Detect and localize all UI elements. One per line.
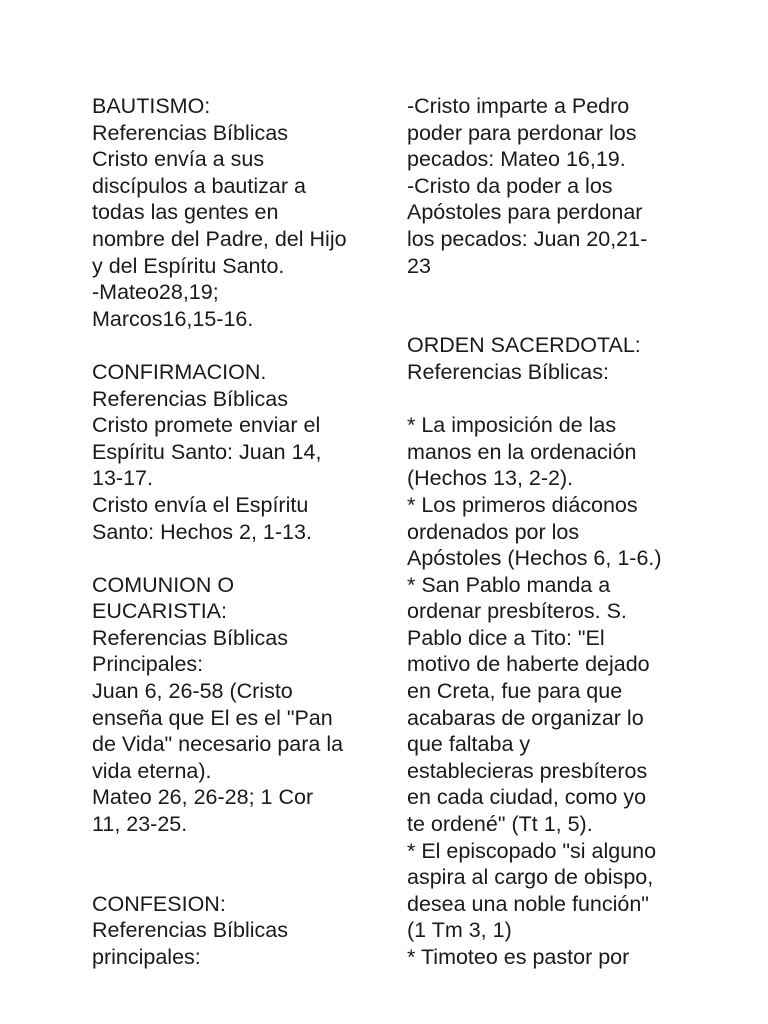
left-column-line: Espíritu Santo: Juan 14, [92, 439, 322, 464]
left-column-line [92, 864, 382, 891]
right-column-line: motivo de haberte dejado [407, 652, 650, 677]
left-column-line: Referencias Bíblicas [92, 386, 288, 411]
right-column-line: Pablo dice a Tito: "El [407, 625, 605, 650]
right-column-line: ordenar presbíteros. S. [407, 599, 627, 624]
right-column-line: en cada ciudad, como yo [407, 785, 647, 810]
left-column-line [92, 838, 382, 865]
left-column-line: CONFIRMACION. [92, 359, 267, 384]
left-column-line: Marcos16,15-16. [92, 306, 254, 331]
right-column-line: ORDEN SACERDOTAL: [407, 333, 641, 358]
right-column-line: 23 [407, 253, 431, 278]
right-column-line: que faltaba y [407, 732, 531, 757]
left-column-line: Cristo envía a sus [92, 147, 265, 172]
left-column-line: Referencias Bíblicas [92, 918, 288, 943]
left-column-line [92, 332, 382, 359]
left-column-line: 13-17. [92, 466, 153, 491]
left-column-line: principales: [92, 945, 201, 969]
left-column-line: Referencias Bíblicas [92, 625, 288, 650]
right-column-line: te ordené" (Tt 1, 5). [407, 812, 593, 837]
left-column-line: Cristo promete enviar el [92, 413, 321, 438]
left-column-line: 11, 23-25. [92, 812, 188, 837]
right-column-line [407, 386, 707, 413]
left-column-line: EUCARISTIA: [92, 599, 227, 624]
right-column-line: desea una noble función" [407, 891, 649, 916]
left-column-line: -Mateo28,19; [92, 280, 219, 305]
right-column-line: manos en la ordenación [407, 439, 637, 464]
left-column-line: de Vida" necesario para la [92, 732, 344, 757]
left-column-line: vida eterna). [92, 758, 212, 783]
left-column-line: nombre del Padre, del Hijo [92, 226, 347, 251]
right-column-line: Apóstoles (Hechos 6, 1-6.) [407, 546, 662, 571]
right-column-line: aspira al cargo de obispo, [407, 865, 654, 890]
right-column-line: ordenados por los [407, 519, 580, 544]
right-column-line: -Cristo da poder a los [407, 173, 613, 198]
left-column-line [92, 545, 382, 572]
left-column [92, 93, 382, 971]
left-column-line: Mateo 26, 26-28; 1 Cor [92, 785, 314, 810]
left-column-line: enseña que El es el "Pan [92, 705, 333, 730]
right-column-line: poder para perdonar los [407, 120, 637, 145]
right-column-line: * La imposición de las [407, 413, 617, 438]
right-column-line: -Cristo imparte a Pedro [407, 94, 630, 118]
left-column-line: Principales: [92, 652, 204, 677]
right-column [407, 93, 707, 971]
left-column-line: BAUTISMO: [92, 94, 211, 118]
right-column-line: * San Pablo manda a [407, 572, 611, 597]
right-column-line: en Creta, fue para que [407, 679, 623, 704]
right-column-line: pecados: Mateo 16,19. [407, 147, 626, 172]
left-column-line: Referencias Bíblicas [92, 120, 288, 145]
left-column-line: y del Espíritu Santo. [92, 253, 285, 278]
right-column-line: * Timoteo es pastor por [407, 945, 630, 969]
right-column-line [407, 279, 707, 306]
right-column-line: * El episcopado "si alguno [407, 838, 657, 863]
right-column-line [407, 306, 707, 333]
right-column-line: acabaras de organizar lo [407, 705, 644, 730]
right-column-line: Referencias Bíblicas: [407, 359, 609, 384]
left-column-line: Cristo envía el Espíritu [92, 492, 309, 517]
left-column-line: Santo: Hechos 2, 1-13. [92, 519, 312, 544]
left-column-line: Juan 6, 26-58 (Cristo [92, 679, 293, 704]
left-column-line: discípulos a bautizar a [92, 173, 306, 198]
right-column-line: los pecados: Juan 20,21- [407, 226, 648, 251]
right-column-line: Apóstoles para perdonar [407, 200, 643, 225]
right-column-line: * Los primeros diáconos [407, 492, 638, 517]
left-column-line: COMUNION O [92, 572, 235, 597]
left-column-line: todas las gentes en [92, 200, 279, 225]
right-column-line: (Hechos 13, 2-2). [407, 466, 574, 491]
left-column-line: CONFESION: [92, 891, 226, 916]
right-column-line: establecieras presbíteros [407, 758, 648, 783]
right-column-line: (1 Tm 3, 1) [407, 918, 512, 943]
